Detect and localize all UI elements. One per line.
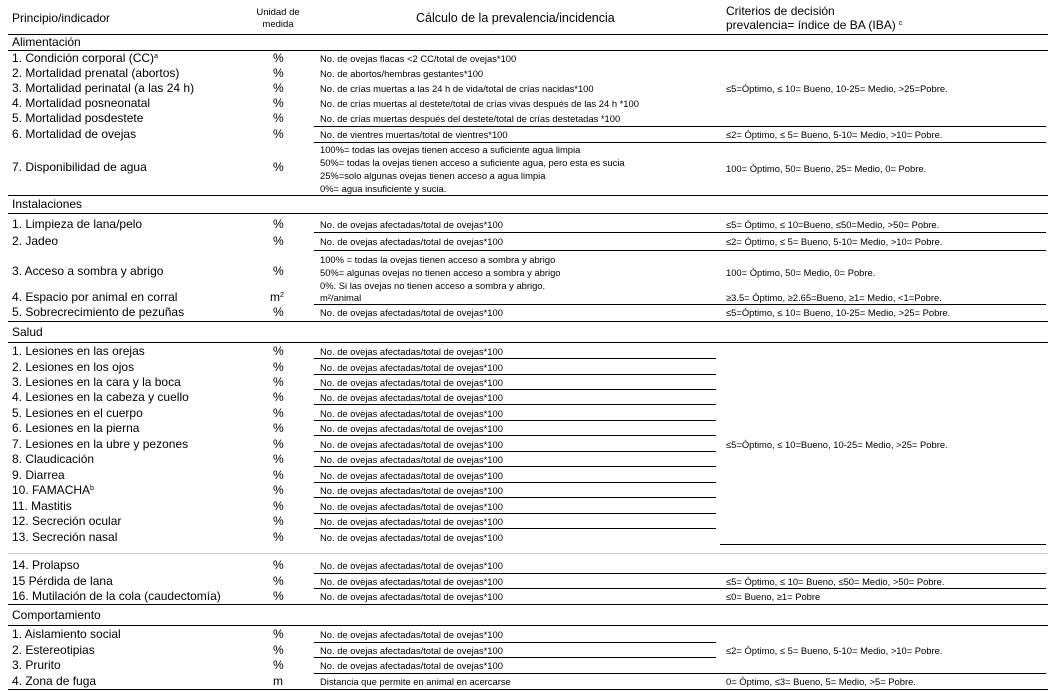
- row-unit: %: [273, 558, 284, 572]
- row-unit: %: [273, 390, 284, 404]
- row-calc: No. de ovejas afectadas/total de ovejas*100: [320, 660, 503, 671]
- row-name: 6. Mortalidad de ovejas: [12, 127, 137, 141]
- row-name: 3. Mortalidad perinatal (a las 24 h): [12, 81, 195, 95]
- section-rule: [8, 604, 1048, 605]
- row-calc: No. de abortos/hembras gestantes*100: [320, 68, 484, 79]
- row-calc-line: 100%= todas las ovejas tienen acceso a suficiente agua limpia: [320, 144, 581, 155]
- criteria-text: 100= Óptimo, 50= Bueno, 25= Medio, 0= Pobre.: [726, 163, 927, 174]
- row-name: 5. Lesiones en el cuerpo: [12, 406, 143, 420]
- row-unit: %: [273, 344, 284, 358]
- row-name: 2. Jadeo: [12, 234, 59, 248]
- table-bottom-rule: [8, 689, 1048, 690]
- criteria-footnote-mark: c: [898, 20, 903, 27]
- row-name: 5. Sobrecrecimiento de pezuñas: [12, 305, 185, 319]
- row-calc-line: 100% = todas la ovejas tienen acceso a sombra y abrigo: [320, 254, 556, 265]
- row-calc: No. de ovejas afectadas/total de ovejas*100: [320, 307, 503, 318]
- criteria-text: 0= Óptimo, ≤3= Bueno, 5= Medio, >5= Pobre.: [726, 676, 916, 687]
- criteria-text: ≤5=Óptimo, ≤ 10=Bueno, 10-25= Medio, >25= Pobre.: [726, 439, 948, 450]
- row-name: 11. Mastitis: [12, 499, 72, 513]
- row-calc-line: 0%. Si las ovejas no tienen acceso a sombra y abrigo.: [320, 280, 546, 291]
- row-name: 16. Mutilación de la cola (caudectomía): [12, 589, 221, 603]
- criteria-text: ≤5= Óptimo, ≤ 10=Bueno, ≤50=Medio, >50= Pobre.: [726, 219, 940, 230]
- row-name: 10. FAMACHA$^b$: [12, 483, 94, 497]
- row-rule: [314, 232, 1046, 233]
- row-calc: No. de ovejas afectadas/total de ovejas*100: [320, 516, 503, 527]
- row-calc: No. de ovejas afectadas/total de ovejas*100: [320, 576, 503, 587]
- row-unit: %: [273, 66, 284, 80]
- row-rule: [314, 389, 716, 390]
- criteria-text: ≤5= Óptimo, ≤ 10= Bueno, ≤50= Medio, >50= Pobre.: [726, 576, 945, 587]
- criteria-text: ≤2= Óptimo, ≤ 5= Bueno, 5-10= Medio, >10= Pobre.: [726, 129, 943, 140]
- criteria-text: ≤2= Óptimo, ≤ 5= Bueno, 5-10= Medio, >10= Pobre.: [726, 645, 943, 656]
- criteria-text: 100= Óptimo, 50= Medio, 0= Pobre.: [726, 267, 876, 278]
- criteria-text: ≤5=Óptimo, ≤ 10= Bueno, 10-25= Medio, >25= Pobre.: [726, 307, 951, 318]
- row-rule: [314, 573, 1046, 574]
- row-name: 2. Lesiones en los ojos: [12, 360, 135, 374]
- row-unit: %: [273, 514, 284, 528]
- row-rule: [314, 451, 716, 452]
- row-calc-line: 0%= agua insuficiente y sucia.: [320, 183, 447, 194]
- section-rule: [8, 50, 1048, 51]
- row-rule: [314, 466, 716, 467]
- row-unit: %: [273, 530, 284, 544]
- row-unit: %: [273, 264, 284, 278]
- row-rule: [314, 404, 716, 405]
- row-rule: [314, 126, 1046, 127]
- row-calc: No. de ovejas afectadas/total de ovejas*100: [320, 560, 503, 571]
- row-name: 14. Prolapso: [12, 558, 80, 572]
- row-rule: [314, 374, 716, 375]
- row-unit: %: [273, 375, 284, 389]
- row-name: 7. Lesiones en la ubre y pezones: [12, 437, 189, 451]
- row-unit: %: [273, 452, 284, 466]
- row-unit: %: [273, 160, 284, 174]
- col-header-unit-line1: Unidad de: [256, 7, 300, 18]
- row-unit: %: [273, 483, 284, 497]
- row-unit: %: [273, 234, 284, 248]
- row-unit: %: [273, 437, 284, 451]
- row-calc: No. de crías muertas después del destete/total de crías destetadas *100: [320, 113, 621, 124]
- row-rule: [314, 482, 716, 483]
- criteria-text: ≤2= Óptimo, ≤ 5= Bueno, 5-10= Medio, >10= Pobre.: [726, 236, 943, 247]
- row-rule: [314, 673, 1046, 674]
- row-calc: No. de ovejas afectadas/total de ovejas*100: [320, 501, 503, 512]
- row-rule: [314, 435, 716, 436]
- row-rule: [314, 142, 1046, 143]
- section-title-instalaciones: Instalaciones: [12, 197, 83, 211]
- row-unit: %: [273, 51, 284, 65]
- section-title-salud: Salud: [12, 325, 43, 339]
- header-rule: [8, 34, 1048, 35]
- section-title-comportamiento: Comportamiento: [12, 608, 101, 622]
- row-calc: No. de vientres muertas/total de vientres*100: [320, 129, 508, 140]
- row-name: 2. Estereotipias: [12, 643, 95, 657]
- row-calc-line: 25%=solo algunas ovejas tienen acceso a agua limpia: [320, 170, 546, 181]
- section-rule: [8, 195, 1048, 196]
- row-name: 7. Disponibilidad de agua: [12, 160, 147, 174]
- row-calc: No. de ovejas afectadas/total de ovejas*100: [320, 408, 503, 419]
- row-calc: No. de ovejas afectadas/total de ovejas*100: [320, 591, 503, 602]
- row-name: 1. Aislamiento social: [12, 627, 121, 641]
- row-calc: No. de ovejas afectadas/total de ovejas*100: [320, 532, 503, 543]
- section-rule: [8, 321, 1048, 322]
- row-unit: %: [273, 305, 284, 319]
- row-calc: No. de ovejas afectadas/total de ovejas*100: [320, 645, 503, 656]
- row-unit: %: [273, 406, 284, 420]
- criteria-text: ≤0= Bueno, ≥1= Pobre: [726, 591, 821, 602]
- row-rule: [314, 528, 716, 529]
- col-header-criteria-line1: Criterios de decisión: [726, 4, 835, 18]
- row-unit: %: [273, 127, 284, 141]
- row-name: 5. Mortalidad posdestete: [12, 111, 144, 125]
- row-name: 6. Lesiones en la pierna: [12, 421, 140, 435]
- row-rule: [314, 497, 716, 498]
- row-rule: [314, 588, 1046, 589]
- row-name: 8. Claudicación: [12, 452, 95, 466]
- row-calc: No. de ovejas afectadas/total de ovejas*100: [320, 392, 503, 403]
- row-name: 2. Mortalidad prenatal (abortos): [12, 66, 180, 80]
- row-calc: No. de ovejas afectadas/total de ovejas*100: [320, 454, 503, 465]
- row-name: 3. Prurito: [12, 658, 61, 672]
- row-rule: [314, 513, 716, 514]
- row-calc-line: 50%= algunas ovejas no tienen acceso a sombra y abrigo: [320, 267, 561, 278]
- section-rule: [8, 342, 1048, 343]
- row-calc: No. de ovejas afectadas/total de ovejas*100: [320, 485, 503, 496]
- row-unit: %: [273, 499, 284, 513]
- row-calc: No. de ovejas afectadas/total de ovejas*100: [320, 236, 503, 247]
- row-calc: No. de ovejas afectadas/total de ovejas*100: [320, 629, 503, 640]
- row-rule: [314, 420, 716, 421]
- row-calc: Distancia que permite en animal en acercarse: [320, 676, 511, 687]
- row-calc-line: 50%= todas la ovejas tienen acceso a suficiente agua, pero esta es sucia: [320, 157, 625, 168]
- criteria-text: ≥3.5= Óptimo, ≥2.65=Bueno, ≥1= Medio, <1=Pobre.: [726, 292, 942, 303]
- col-header-principle: Principio/indicador: [12, 11, 111, 25]
- row-unit: $m^2$: [270, 290, 284, 304]
- row-calc: No. de ovejas afectadas/total de ovejas*100: [320, 439, 503, 450]
- row-name: 4. Lesiones en la cabeza y cuello: [12, 390, 189, 404]
- row-calc: No. de ovejas afectadas/total de ovejas*100: [320, 346, 503, 357]
- row-name: 3. Acceso a sombra y abrigo: [12, 264, 164, 278]
- section-rule: [8, 625, 1048, 626]
- section-rule: [8, 213, 1048, 214]
- row-unit: %: [273, 96, 284, 110]
- col-header-unit-line2: medida: [262, 19, 294, 30]
- row-rule: [314, 657, 716, 658]
- row-calc: No. de ovejas afectadas/total de ovejas*100: [320, 377, 503, 388]
- row-calc: No. de ovejas afectadas/total de ovejas*100: [320, 362, 503, 373]
- row-unit: %: [273, 643, 284, 657]
- row-name: 15 Pérdida de lana: [12, 574, 113, 588]
- row-rule: [314, 250, 1046, 251]
- row-name: 4. Espacio por animal en corral: [12, 290, 178, 304]
- row-calc: No. de crías muertas al destete/total de crías vivas después de las 24 h *100: [320, 98, 639, 109]
- row-unit: %: [273, 589, 284, 603]
- row-name: 9. Diarrea: [12, 468, 65, 482]
- row-name: 1. Condición corporal (CC)$^a$: [12, 51, 158, 65]
- row-calc: No. de ovejas afectadas/total de ovejas*100: [320, 219, 503, 230]
- row-name: 1. Lesiones en las orejas: [12, 344, 145, 358]
- row-name: 4. Mortalidad posneonatal: [12, 96, 151, 110]
- page-break-rule: [8, 553, 1048, 554]
- row-name: 4. Zona de fuga: [12, 674, 97, 688]
- section-title-alimentacion: Alimentación: [12, 35, 81, 49]
- row-unit: %: [273, 627, 284, 641]
- row-calc: No. de ovejas afectadas/total de ovejas*100: [320, 423, 503, 434]
- criteria-group-rule: [720, 544, 1046, 545]
- row-unit: %: [273, 111, 284, 125]
- col-header-criteria-line2: prevalencia= índice de BA (IBA) $^c$: [726, 18, 903, 32]
- row-rule: [314, 642, 716, 643]
- row-unit: %: [273, 658, 284, 672]
- row-unit: %: [273, 468, 284, 482]
- row-unit: %: [273, 574, 284, 588]
- row-rule: [314, 358, 716, 359]
- criteria-text: ≤5=Óptimo, ≤ 10= Bueno, 10-25= Medio, >25=Pobre.: [726, 83, 948, 94]
- row-calc: No. de ovejas flacas <2 CC/total de ovejas*100: [320, 53, 517, 64]
- row-unit: %: [273, 81, 284, 95]
- row-rule: [314, 304, 1046, 305]
- row-name: 1. Limpieza de lana/pelo: [12, 217, 143, 231]
- row-unit: m: [273, 674, 283, 688]
- row-name: 12. Secreción ocular: [12, 514, 122, 528]
- row-unit: %: [273, 217, 284, 231]
- row-name: 13. Secreción nasal: [12, 530, 118, 544]
- row-calc: No. de crías muertas a las 24 h de vida/total de crías nacidas*100: [320, 83, 594, 94]
- row-calc: No. de ovejas afectadas/total de ovejas*100: [320, 470, 503, 481]
- row-unit: %: [273, 360, 284, 374]
- row-unit: %: [273, 421, 284, 435]
- row-name: 3. Lesiones en la cara y la boca: [12, 375, 181, 389]
- col-header-calc: Cálculo de la prevalencia/incidencia: [416, 11, 615, 25]
- row-calc: m²/animal: [320, 292, 362, 303]
